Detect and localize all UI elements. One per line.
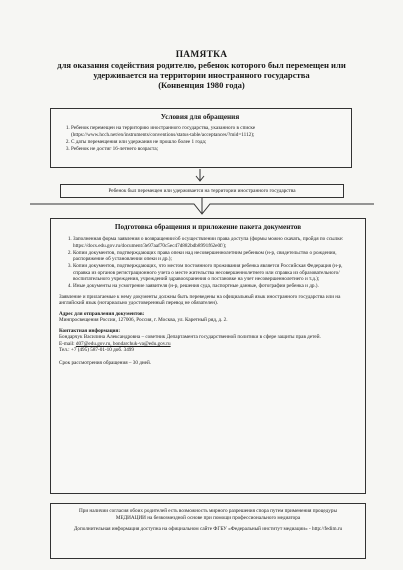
preparation-box (50, 218, 366, 494)
conditions-box (50, 108, 352, 168)
phone-line: Тел.: +7 (495) 587-01-10 доб. 3499 (59, 347, 134, 354)
condition-item-3: 3. Ребенок не достиг 16-летнего возраста; (71, 146, 343, 153)
deadline-text: Срок рассмотрения обращения – 30 дней. (59, 359, 152, 366)
status-box (60, 184, 344, 198)
memo-title (40, 50, 363, 90)
address-text: Минпросвещения России, 127006, Россия, г. Москва, ул. Каретный ряд, д. 2. (59, 317, 228, 324)
mediation-box (50, 503, 366, 559)
translation-note: Заявление и прилагаемые к нему документы должны быть переведены на официальный язык иностранного государства или на английский язык (нотариально удостоверенный перевод не обязателен). (59, 293, 341, 307)
email-link[interactable]: d07@edu.gov.ru, bondarchuk-va@edu.gov.ru (75, 340, 171, 347)
memo-title-main: ПАМЯТКА (175, 50, 228, 60)
preparation-item-4: 4. Иные документы на усмотрение заявителя (н-р, решения суда, паспортные данные, фотографии ребенка и др.). (73, 283, 357, 290)
preparation-item-1: 1. Заполненная форма заявления о возвращении/об осуществлении права доступа (формы можно скачать, пройдя по ссылке: https://docs.edu.gov.ru/document/3e97aaf70c5ec47d882bdb8991f62e0f/); (73, 236, 357, 249)
flow-arrow-1 (190, 169, 210, 183)
conditions-heading: Условия для обращения (160, 113, 240, 121)
preparation-item-3: 3. Копии документов, подтверждающих, что местом постоянного проживания ребенка является Российская Федерация (н-р, справка из органов регистрационного учета о месте жительства несовершеннолетнего или справка из образовательного/воспитательного учреждения, учреждений здравоохранения о постановке на учет несовершеннолетнего и т.д.); (73, 263, 357, 283)
conditions-list (57, 125, 343, 152)
email-label: E-mail: (59, 340, 75, 347)
mediation-line-1: При наличии согласия обоих родителей есть возможность мирного разрешения спора путем применения процедуры МЕДИАЦИИ на безвозмездной основе при помощи профессионального медиатора (79, 508, 337, 521)
address-label: Адрес для отправления документов: (59, 310, 145, 317)
preparation-item-2: 2. Копии документов, подтверждающих права опеки над несовершеннолетним ребенком (н-р, свидетельство о рождении, распоряжение об установлении опеки и др.); (73, 250, 357, 263)
memo-title-line-2: удерживается на территории иностранного государства (93, 70, 310, 80)
preparation-list (59, 236, 357, 290)
preparation-heading: Подготовка обращения и приложение пакета документов (114, 223, 302, 231)
contact-person: Бондарчук Василина Александровна – советник Департамента государственной политики в сфере защиты прав детей. (59, 334, 321, 341)
mediation-line-2: Дополнительная информация доступна на официальном сайте ФГБУ «Федеральный институт медиации» - http://fedim.ru (73, 526, 343, 532)
memo-title-line-1: для оказания содействия родителю, ребенок которого был перемещен или (57, 60, 346, 70)
memo-title-line-3: (Конвенция 1980 года) (158, 80, 245, 90)
condition-item-2: 2. С даты перемещения или удержания не прошло более 1 года; (71, 139, 343, 146)
condition-item-1: 1. Ребенок перемещен на территорию иностранного государства, указанного в списке (https://www.hcch.net/en/instruments/conventions/status-table/acceptances/?mid=1112); (71, 125, 343, 138)
contact-label: Контактная информация: (59, 327, 121, 334)
status-text: Ребенок был перемещен или удерживается на территории иностранного государства (108, 188, 296, 194)
